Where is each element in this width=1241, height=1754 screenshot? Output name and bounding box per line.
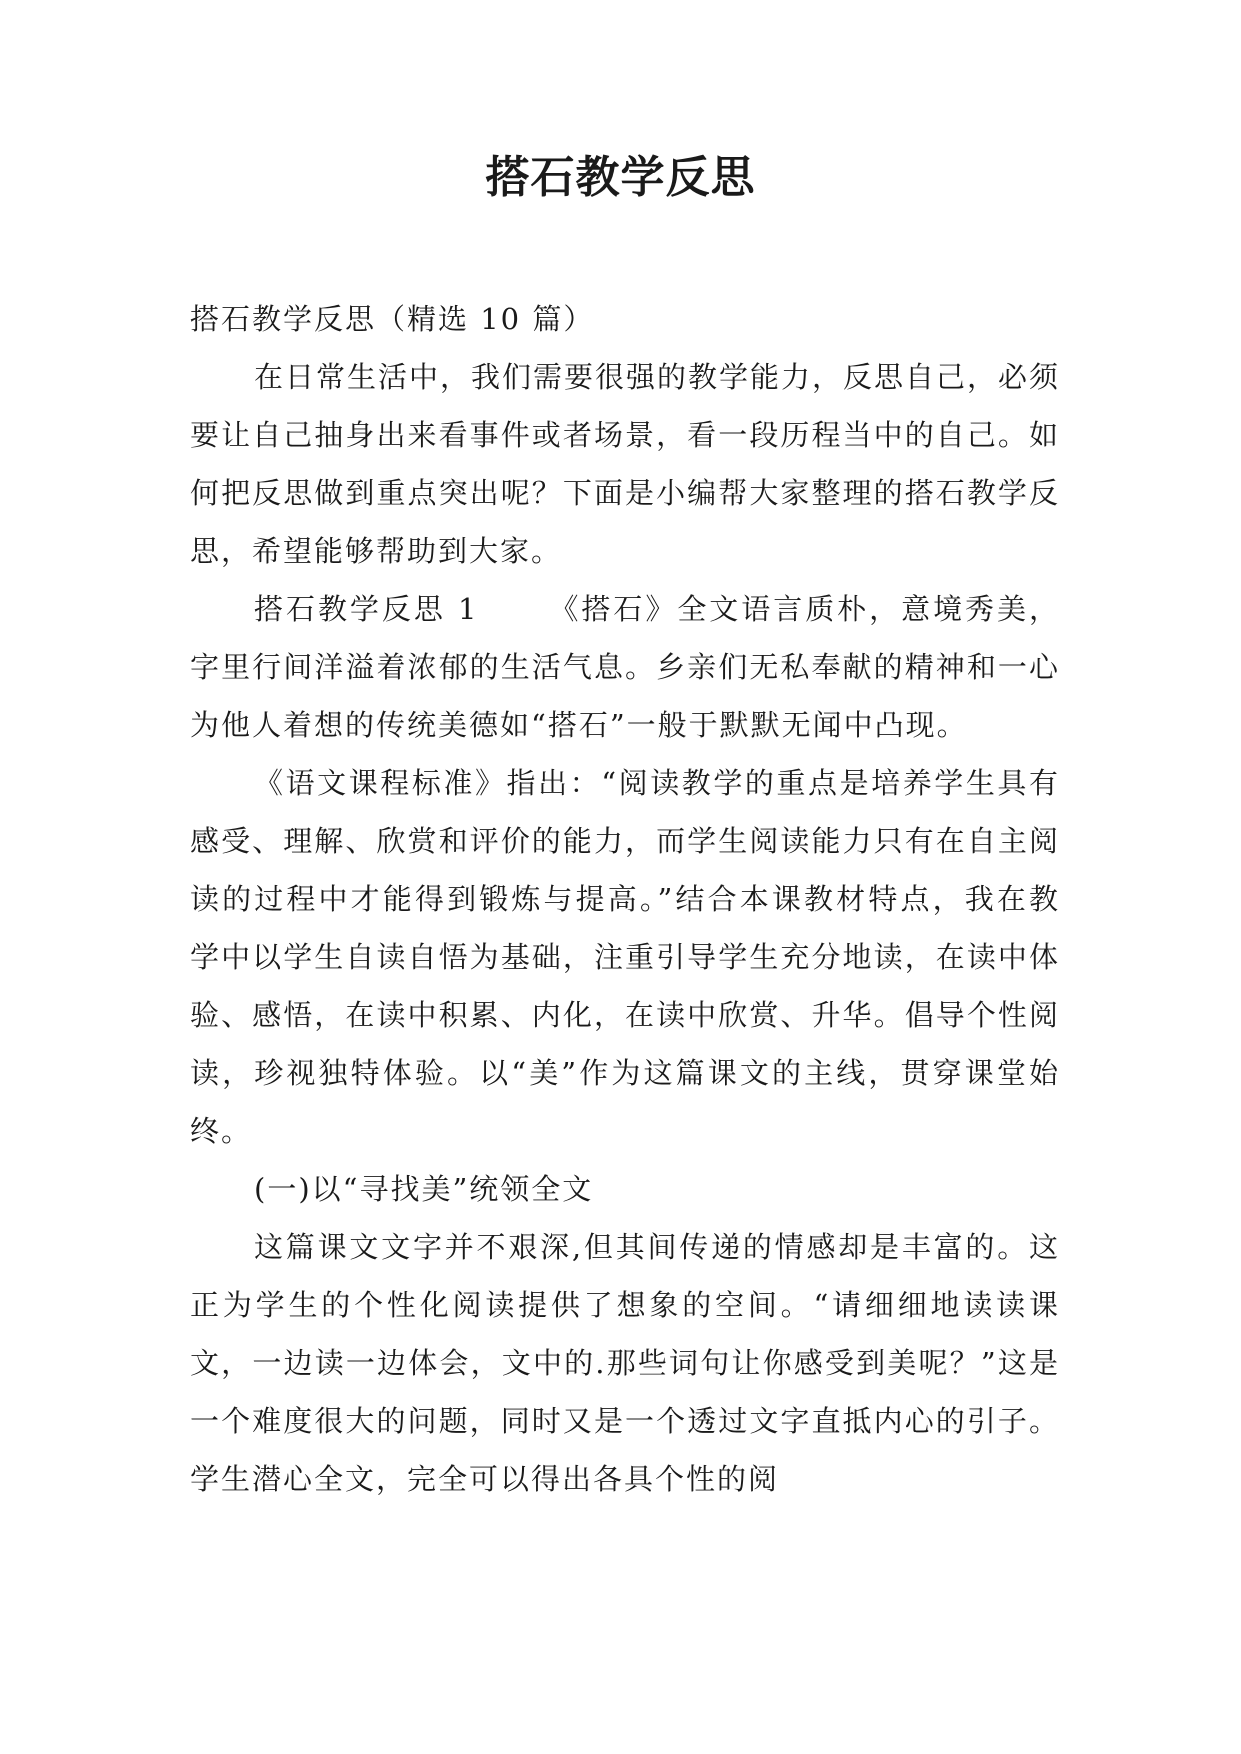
document-body	[190, 290, 1060, 1508]
section1-text: 《搭石》全文语言质朴，意境秀美，字里行间洋溢着浓郁的生活气息。乡亲们无私奉献的精神和一心为他人着想的传统美德如“搭石”一般于默默无闻中凸现。	[190, 592, 1060, 742]
paragraph-3: 这篇课文文字并不艰深,但其间传递的情感却是丰富的。这正为学生的个性化阅读提供了想象的空间。“请细细地读读课文，一边读一边体会，文中的.那些词句让你感受到美呢？”这是一个难度很大的问题，同时又是一个透过文字直抵内心的引子。学生潜心全文，完全可以得出各具个性的阅	[190, 1230, 1060, 1496]
section1-heading: 搭石教学反思 1	[254, 592, 479, 626]
document-subtitle: 搭石教学反思（精选 10 篇）	[190, 302, 595, 336]
section1-paragraph	[190, 580, 1060, 754]
intro-paragraph: 在日常生活中，我们需要很强的教学能力，反思自己，必须要让自己抽身出来看事件或者场景，看一段历程当中的自己。如何把反思做到重点突出呢？下面是小编帮大家整理的搭石教学反思，希望能够帮助到大家。	[190, 360, 1061, 568]
document-title: 搭石教学反思	[485, 152, 756, 203]
point1-heading: (一)以“寻找美”统领全文	[254, 1172, 594, 1206]
paragraph-2: 《语文课程标准》指出：“阅读教学的重点是培养学生具有感受、理解、欣赏和评价的能力，而学生阅读能力只有在自主阅读的过程中才能得到锻炼与提高。”结合本课教材特点，我在教学中以学生自读自悟为基础，注重引导学生充分地读，在读中体验、感悟，在读中积累、内化，在读中欣赏、升华。倡导个性阅读，珍视独特体验。以“美”作为这篇课文的主线，贯穿课堂始终。	[190, 766, 1060, 1148]
